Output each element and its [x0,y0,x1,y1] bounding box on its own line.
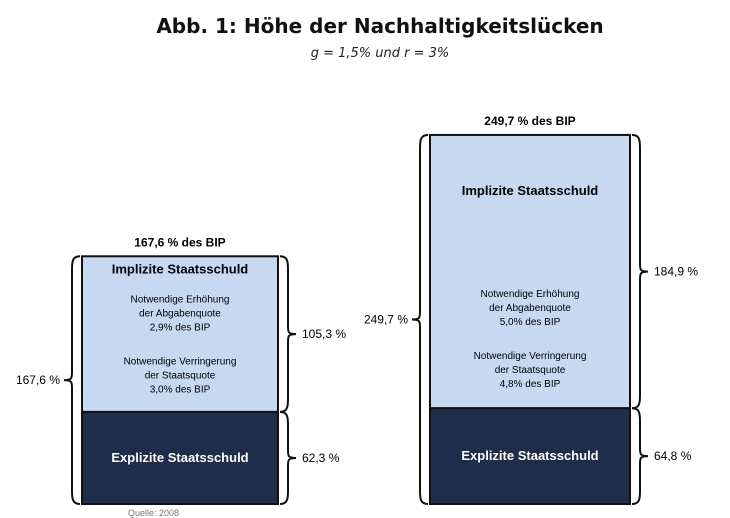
explicit-brace [632,408,648,504]
implicit-segment-note: der Staatsquote [144,370,216,382]
implicit-segment-note: Notwendige Erhöhung [480,288,580,300]
implicit-segment-note: Notwendige Verringerung [473,350,587,362]
implicit-segment-note: 3,0% des BIP [149,384,211,396]
explicit-value-label: 64,8 % [654,449,692,464]
total-value-label: 249,7 % [363,312,408,327]
implicit-segment-note: 5,0% des BIP [499,316,561,328]
implicit-value-label: 184,9 % [654,264,699,279]
source-note-fragment: Quelle: 2008 [128,508,180,518]
total-brace [64,256,80,504]
implicit-segment-note: der Staatsquote [494,364,566,376]
bar-total-top-label: 249,7 % des BIP [484,113,576,128]
chart-title: Abb. 1: Höhe der Nachhaltigkeitslücken [156,14,604,38]
explicit-segment-title: Explizite Staatsschuld [461,448,599,464]
implicit-segment-title: Implizite Staatsschuld [461,182,599,198]
implicit-segment-note: 4,8% des BIP [499,378,561,390]
implicit-segment-title: Implizite Staatsschuld [111,261,249,277]
total-value-label: 167,6 % [15,373,60,388]
implicit-segment-note: der Abgabenquote [489,302,571,314]
implicit-segment-note: der Abgabenquote [139,308,221,320]
chart-subtitle: g = 1,5% und r = 3% [310,46,450,61]
implicit-brace [280,256,296,412]
implicit-segment-note: 2,9% des BIP [149,322,211,334]
total-brace [412,135,428,504]
explicit-brace [280,412,296,504]
implicit-segment-note: Notwendige Verringerung [123,356,237,368]
explicit-value-label: 62,3 % [302,450,340,465]
implicit-brace [632,135,648,408]
explicit-segment-title: Explizite Staatsschuld [111,449,249,465]
implicit-segment-note: Notwendige Erhöhung [130,294,230,306]
implicit-value-label: 105,3 % [302,327,347,342]
bar-total-top-label: 167,6 % des BIP [134,235,226,250]
